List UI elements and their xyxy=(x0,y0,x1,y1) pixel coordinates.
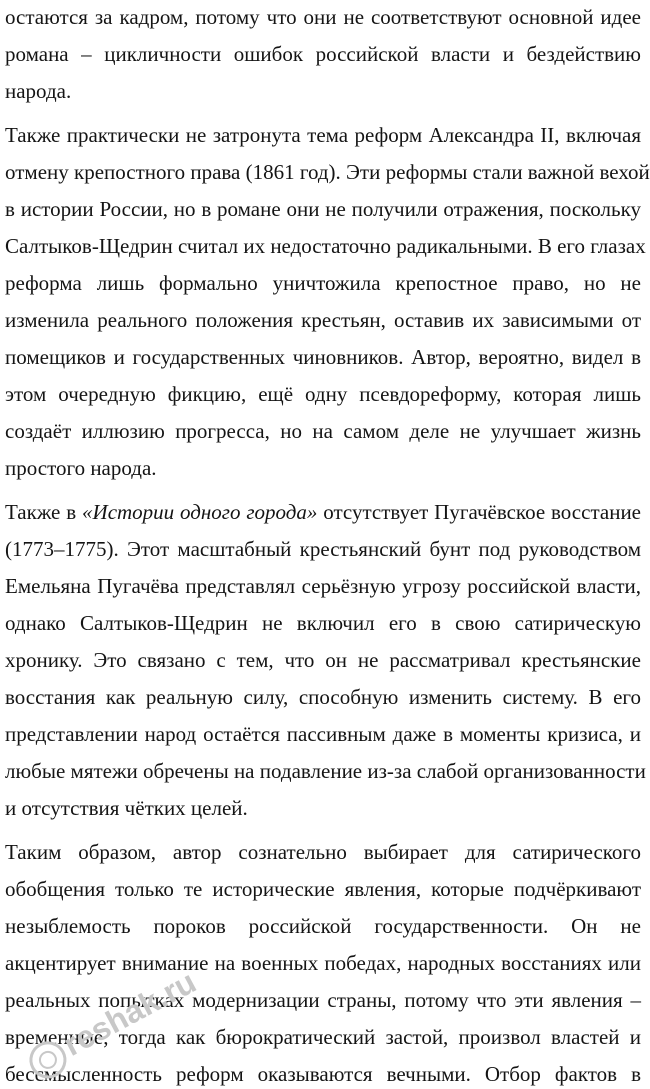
text-line: и отсутствия чётких целей. xyxy=(5,796,248,820)
text-line: народа. xyxy=(5,79,72,103)
text-line: отмену крепостного права (1861 год). Эти реформы стали важной вехой xyxy=(5,160,650,184)
text-line: в истории России, но в романе они не получили отражения, поскольку xyxy=(5,197,641,221)
text-line: бессмысленность реформ оказываются вечными. Отбор фактов в xyxy=(5,1062,641,1086)
text-line: помещиков и государственных чиновников. Автор, вероятно, видел в xyxy=(5,345,641,369)
text-line: обобщения только те исторические явления, которые подчёркивают xyxy=(5,877,641,901)
text-line: Таким образом, автор сознательно выбирает для сатирического xyxy=(5,840,641,864)
text-line: простого народа. xyxy=(5,456,157,480)
text-line: Также практически не затронута тема реформ Александра II, включая xyxy=(5,123,641,147)
text-line: восстания как реальную силу, способную изменить систему. В его xyxy=(5,685,641,709)
text-line: остаются за кадром, потому что они не соответствуют основной идее xyxy=(5,5,641,29)
text-line: акцентирует внимание на военных победах, народных восстаниях или xyxy=(5,951,641,975)
line-suffix: отсутствует Пугачёвское восстание xyxy=(317,500,641,524)
text-line: хронику. Это связано с тем, что он не рассматривал крестьянские xyxy=(5,648,641,672)
text-line: реальных попытках модернизации страны, потому что эти явления – xyxy=(5,988,641,1012)
text-line: однако Салтыков-Щедрин не включил его в свою сатирическую xyxy=(5,611,641,635)
text-line-book-title xyxy=(5,497,641,527)
text-line: этом очередную фикцию, ещё одну псевдореформу, которая лишь xyxy=(5,382,641,406)
text-line: незыблемость пороков российской государственности. Он не xyxy=(5,914,641,938)
text-line: изменила реального положения крестьян, оставив их зависимыми от xyxy=(5,308,641,332)
text-line: реформа лишь формально уничтожила крепостное право, но не xyxy=(5,271,641,295)
text-line: романа – цикличности ошибок российской власти и бездействию xyxy=(5,42,641,66)
text-line: (1773–1775). Этот масштабный крестьянский бунт под руководством xyxy=(5,537,641,561)
text-line: временные, тогда как бюрократический застой, произвол властей и xyxy=(5,1025,641,1049)
text-line: представлении народ остаётся пассивным даже в моменты кризиса, и xyxy=(5,722,641,746)
text-line: Салтыков-Щедрин считал их недостаточно радикальными. В его глазах xyxy=(5,234,646,258)
line-prefix: Также в xyxy=(5,500,83,524)
text-line: создаёт иллюзию прогресса, но на самом деле не улучшает жизнь xyxy=(5,419,641,443)
text-line: Емельяна Пугачёва представлял серьёзную угрозу российской власти, xyxy=(5,574,641,598)
text-line: любые мятежи обречены на подавление из-за слабой организованности xyxy=(5,759,646,783)
book-title: «Истории одного города» xyxy=(82,500,318,524)
watermark-text: reshak.ru xyxy=(57,963,202,1063)
